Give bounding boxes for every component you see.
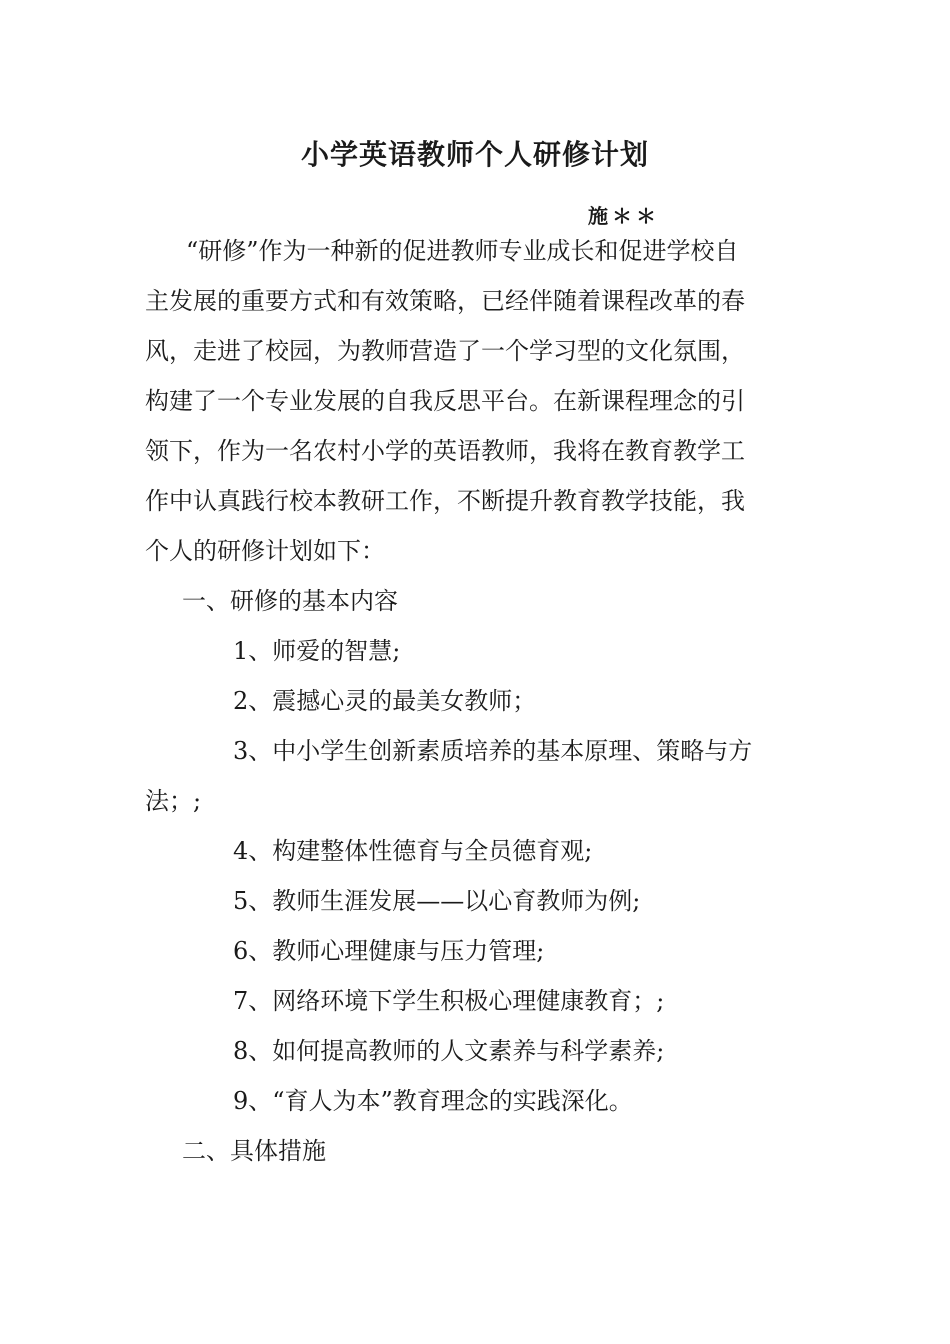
intro-line: 构建了一个专业发展的自我反思平台。在新课程理念的引	[145, 387, 745, 415]
list-item-continuation: 法；;	[145, 787, 202, 815]
document-title: 小学英语教师个人研修计划	[300, 138, 649, 171]
list-item: 1、师爱的智慧;	[233, 637, 401, 665]
document-author: 施＊＊	[588, 204, 660, 228]
intro-line: 主发展的重要方式和有效策略，已经伴随着课程改革的春	[145, 287, 745, 315]
intro-line: 领下，作为一名农村小学的英语教师，我将在教育教学工	[145, 437, 745, 465]
section-heading-1: 一、研修的基本内容	[182, 587, 398, 615]
list-item: 6、教师心理健康与压力管理;	[233, 937, 545, 965]
section-heading-2: 二、具体措施	[182, 1137, 326, 1165]
list-item: 9、“育人为本”教育理念的实践深化。	[233, 1087, 633, 1115]
intro-line: 个人的研修计划如下：	[145, 537, 385, 565]
list-item: 8、如何提高教师的人文素养与科学素养;	[233, 1037, 665, 1065]
list-item: 3、中小学生创新素质培养的基本原理、策略与方	[233, 737, 753, 765]
list-item: 4、构建整体性德育与全员德育观;	[233, 837, 593, 865]
list-item: 5、教师生涯发展——以心育教师为例;	[233, 887, 641, 915]
intro-line: 风，走进了校园，为教师营造了一个学习型的文化氛围，	[145, 337, 745, 365]
list-item: 2、震撼心灵的最美女教师；	[233, 687, 537, 715]
list-item: 7、网络环境下学生积极心理健康教育；;	[233, 987, 665, 1015]
intro-line: “研修”作为一种新的促进教师专业成长和促进学校自	[186, 237, 739, 265]
intro-line: 作中认真践行校本教研工作，不断提升教育教学技能，我	[145, 487, 745, 515]
